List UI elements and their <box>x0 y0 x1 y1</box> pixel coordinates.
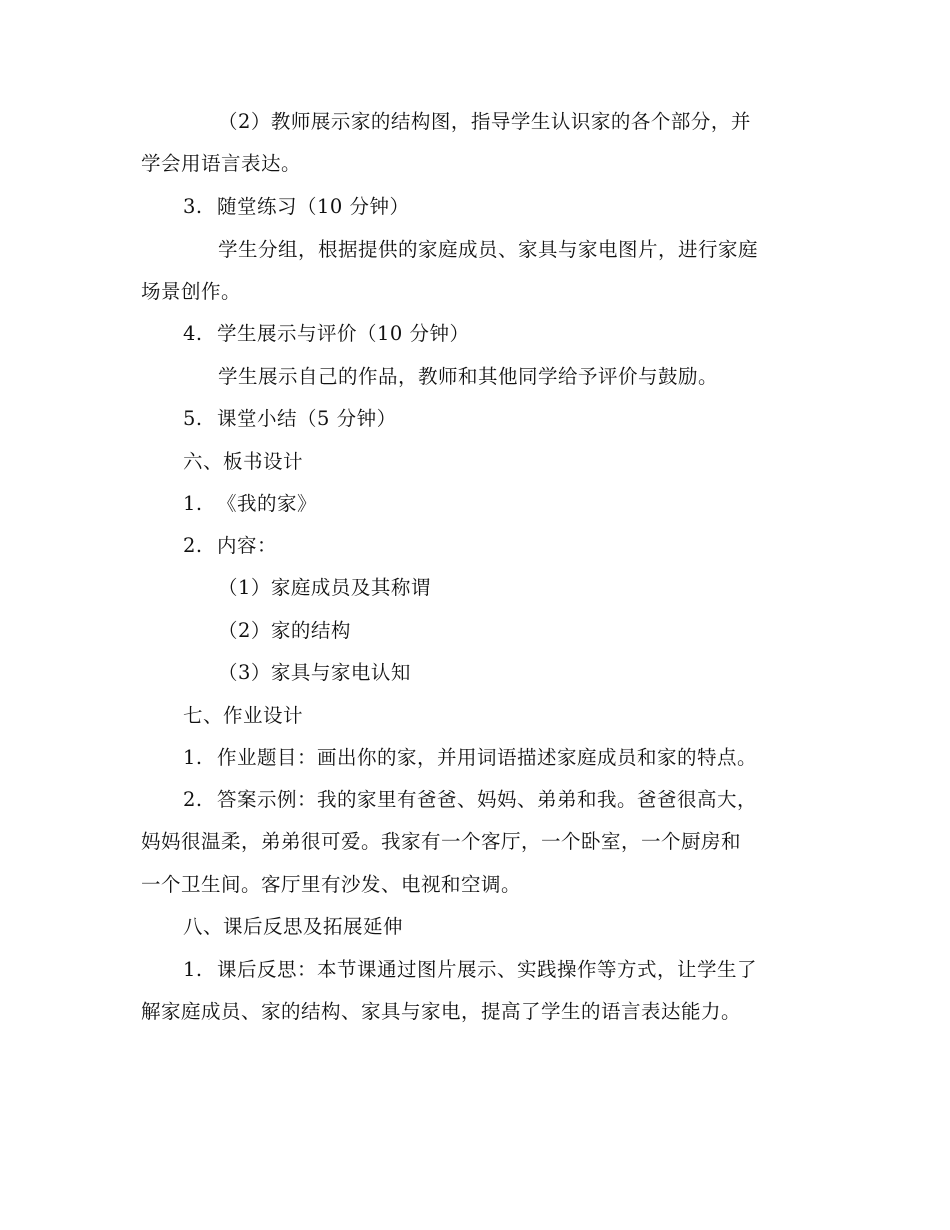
list-item-text: 学生展示与评价（10 分钟） <box>217 322 470 345</box>
list-number: 4. <box>183 322 203 345</box>
list-number: 1. <box>183 746 203 769</box>
paragraph-line: 学生分组，根据提供的家庭成员、家具与家电图片，进行家庭 <box>218 238 759 261</box>
list-item <box>183 788 757 812</box>
list-item-text: 课堂小结（5 分钟） <box>217 407 397 430</box>
paragraph-line: （2）教师展示家的结构图，指导学生认识家的各个部分，并 <box>218 110 751 133</box>
list-item <box>183 958 757 982</box>
list-number: 1. <box>183 492 203 515</box>
list-item-text: 课后反思：本节课通过图片展示、实践操作等方式，让学生了 <box>217 958 758 981</box>
sub-item: （2）家的结构 <box>218 619 351 642</box>
list-item <box>183 195 410 219</box>
paragraph-line: 妈妈很温柔，弟弟很可爱。我家有一个客厅，一个卧室，一个厨房和 <box>141 830 742 853</box>
list-item <box>183 407 397 431</box>
list-item <box>183 746 757 770</box>
section-heading: 七、作业设计 <box>183 704 304 727</box>
sub-item: （1）家庭成员及其称谓 <box>218 576 431 599</box>
list-number: 3. <box>183 195 203 218</box>
list-item-text: 随堂练习（10 分钟） <box>217 195 410 218</box>
list-number: 1. <box>183 958 203 981</box>
list-number: 2. <box>183 788 203 811</box>
paragraph-line: 一个卫生间。客厅里有沙发、电视和空调。 <box>141 873 522 896</box>
paragraph-line: 场景创作。 <box>141 280 242 303</box>
list-number: 5. <box>183 407 203 430</box>
list-item-text: 《我的家》 <box>217 492 318 515</box>
list-item <box>183 322 470 346</box>
list-item-text: 答案示例：我的家里有爸爸、妈妈、弟弟和我。爸爸很高大， <box>217 788 758 811</box>
list-number: 2. <box>183 534 203 557</box>
section-heading: 八、课后反思及拓展延伸 <box>183 915 404 938</box>
sub-item: （3）家具与家电认知 <box>218 661 411 684</box>
list-item <box>183 534 277 558</box>
paragraph-line: 学会用语言表达。 <box>141 152 302 175</box>
list-item <box>183 492 317 516</box>
list-item-text: 内容： <box>217 534 278 557</box>
list-item-text: 作业题目：画出你的家，并用词语描述家庭成员和家的特点。 <box>217 746 758 769</box>
paragraph-line: 解家庭成员、家的结构、家具与家电，提高了学生的语言表达能力。 <box>141 1000 742 1023</box>
section-heading: 六、板书设计 <box>183 450 304 473</box>
paragraph-line: 学生展示自己的作品，教师和其他同学给予评价与鼓励。 <box>218 365 719 388</box>
